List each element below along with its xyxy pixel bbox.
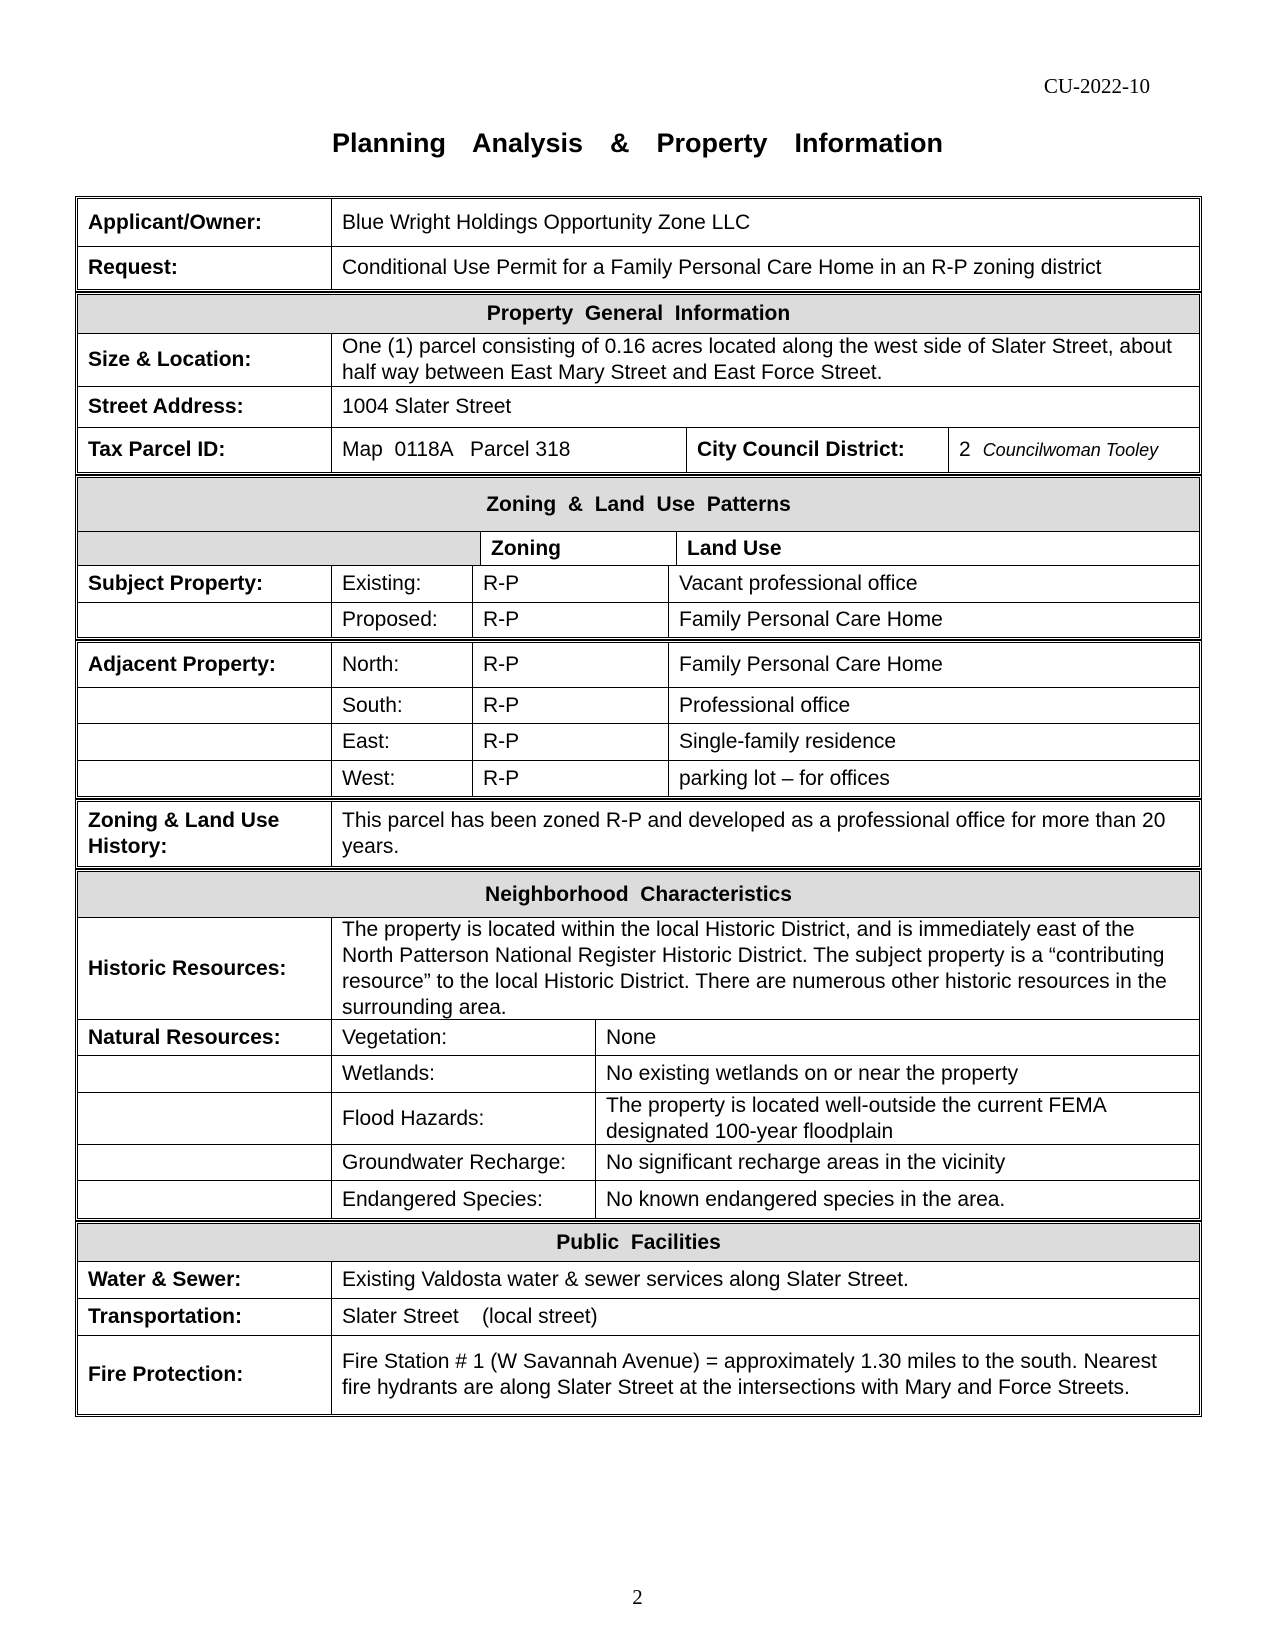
council-district-label: City Council District: xyxy=(686,428,948,472)
empty-label-cell xyxy=(78,724,331,760)
street-address-value: 1004 Slater Street xyxy=(331,387,1199,427)
size-location-label: Size & Location: xyxy=(88,348,252,371)
council-district-value xyxy=(948,428,1199,472)
adjacent-zoning: R-P xyxy=(472,761,668,796)
size-location-row xyxy=(78,333,1199,386)
table-row xyxy=(78,687,1199,723)
adjacent-zoning: R-P xyxy=(472,688,668,723)
applicant-label: Applicant/Owner: xyxy=(88,210,262,234)
table-row xyxy=(78,1180,1199,1218)
subject-land-use: Vacant professional office xyxy=(668,566,1199,602)
natural-resources-label: Natural Resources: xyxy=(88,1025,281,1049)
subject-land-use: Family Personal Care Home xyxy=(668,603,1199,637)
property-general-header-row xyxy=(78,295,1199,333)
table-row xyxy=(78,723,1199,760)
zoning-columns-row xyxy=(78,531,1199,565)
table-row xyxy=(78,760,1199,796)
natural-item: Groundwater Recharge: xyxy=(331,1145,595,1180)
adjacent-block xyxy=(75,640,1202,799)
street-address-label: Street Address: xyxy=(88,395,244,418)
table-row xyxy=(78,565,1199,602)
applicant-block xyxy=(75,196,1202,292)
water-sewer-row xyxy=(78,1261,1199,1298)
adjacent-land-use: Single-family residence xyxy=(668,724,1199,760)
transportation-label: Transportation: xyxy=(88,1305,243,1328)
transportation-row xyxy=(78,1298,1199,1335)
adjacent-zoning: R-P xyxy=(472,643,668,687)
natural-item: Flood Hazards: xyxy=(331,1093,595,1144)
fire-protection-row xyxy=(78,1335,1199,1414)
empty-label-cell xyxy=(78,1181,331,1218)
fire-protection-value: Fire Station # 1 (W Savannah Avenue) = approximately 1.30 miles to the south. Nearest fire hydrants are along Slater Street at the intersections with Mary and Force Streets. xyxy=(331,1336,1199,1414)
applicant-value: Blue Wright Holdings Opportunity Zone LLC xyxy=(331,199,1199,246)
council-district-number: 2 xyxy=(959,438,971,461)
empty-label-cell xyxy=(78,1093,331,1144)
natural-value: No existing wetlands on or near the property xyxy=(595,1056,1199,1092)
zoning-history-row xyxy=(78,802,1199,866)
tax-parcel-value: Map 0118A Parcel 318 xyxy=(331,428,686,472)
transportation-value: Slater Street (local street) xyxy=(331,1299,1199,1335)
case-id: CU-2022-10 xyxy=(1043,74,1150,98)
tax-parcel-label: Tax Parcel ID: xyxy=(88,438,226,461)
natural-value: The property is located well-outside the current FEMA designated 100-year floodplain xyxy=(595,1093,1199,1144)
natural-value: No known endangered species in the area. xyxy=(595,1181,1199,1218)
applicant-row xyxy=(78,199,1199,246)
page-number: 2 xyxy=(632,1585,643,1609)
empty-label-cell xyxy=(78,761,331,796)
zoning-history-value: This parcel has been zoned R-P and developed as a professional office for more than 20 years. xyxy=(331,802,1199,866)
table-row xyxy=(78,602,1199,637)
adjacent-land-use: Professional office xyxy=(668,688,1199,723)
street-address-row xyxy=(78,386,1199,427)
empty-label-cell xyxy=(78,1056,331,1092)
neighborhood-header: Neighborhood Characteristics xyxy=(78,872,1199,917)
request-label: Request: xyxy=(88,256,178,279)
fire-protection-label: Fire Protection: xyxy=(88,1363,244,1386)
subject-direction: Existing: xyxy=(331,566,472,602)
subject-direction: Proposed: xyxy=(331,603,472,637)
table-row xyxy=(78,1144,1199,1180)
natural-value: No significant recharge areas in the vicinity xyxy=(595,1145,1199,1180)
request-row xyxy=(78,246,1199,289)
neighborhood-block xyxy=(75,869,1202,1221)
water-sewer-value: Existing Valdosta water & sewer services along Slater Street. xyxy=(331,1262,1199,1298)
historic-resources-label: Historic Resources: xyxy=(88,956,287,980)
tax-parcel-row xyxy=(78,427,1199,472)
land-use-column-header: Land Use xyxy=(676,532,1199,565)
natural-item: Endangered Species: xyxy=(331,1181,595,1218)
adjacent-land-use: Family Personal Care Home xyxy=(668,643,1199,687)
table-row xyxy=(78,1019,1199,1055)
natural-item: Vegetation: xyxy=(331,1020,595,1055)
zoning-header: Zoning & Land Use Patterns xyxy=(78,478,1199,531)
request-value: Conditional Use Permit for a Family Personal Care Home in an R-P zoning district xyxy=(331,247,1199,289)
zoning-column-header: Zoning xyxy=(480,532,676,565)
historic-resources-value: The property is located within the local Historic District, and is immediately east of the North Patterson National Register Historic District. The subject property is a “contributing resource” to the local Historic District. There are numerous other historic resources in the surrounding area. xyxy=(331,918,1199,1019)
subject-zoning: R-P xyxy=(472,566,668,602)
adjacent-direction: South: xyxy=(331,688,472,723)
size-location-value: One (1) parcel consisting of 0.16 acres located along the west side of Slater Street, about half way between East Mary Street and East Force Street. xyxy=(331,334,1199,386)
table-row xyxy=(78,1055,1199,1092)
water-sewer-label: Water & Sewer: xyxy=(88,1268,242,1291)
property-general-block xyxy=(75,292,1202,475)
historic-resources-row xyxy=(78,917,1199,1019)
adjacent-zoning: R-P xyxy=(472,724,668,760)
adjacent-land-use: parking lot – for offices xyxy=(668,761,1199,796)
zoning-header-row xyxy=(78,478,1199,531)
council-member: Councilwoman Tooley xyxy=(982,440,1159,460)
adjacent-property-label: Adjacent Property: xyxy=(88,653,276,676)
public-facilities-header: Public Facilities xyxy=(78,1224,1199,1261)
table-row xyxy=(78,1092,1199,1144)
property-info-table xyxy=(75,196,1202,1417)
adjacent-direction: West: xyxy=(331,761,472,796)
subject-property-label: Subject Property: xyxy=(88,572,264,595)
neighborhood-header-row xyxy=(78,872,1199,917)
natural-item: Wetlands: xyxy=(331,1056,595,1092)
adjacent-direction: East: xyxy=(331,724,472,760)
zoning-columns-blank xyxy=(78,532,480,565)
subject-zoning: R-P xyxy=(472,603,668,637)
zoning-block xyxy=(75,475,1202,640)
adjacent-direction: North: xyxy=(331,643,472,687)
empty-label-cell xyxy=(78,603,331,637)
table-row xyxy=(78,643,1199,687)
empty-label-cell xyxy=(78,688,331,723)
zoning-history-label: Zoning & Land Use History: xyxy=(88,809,280,858)
zoning-history-block xyxy=(75,799,1202,869)
natural-value: None xyxy=(595,1020,1199,1055)
page-title: Planning Analysis & Property Information xyxy=(331,128,944,158)
empty-label-cell xyxy=(78,1145,331,1180)
public-facilities-header-row xyxy=(78,1224,1199,1261)
public-facilities-block xyxy=(75,1221,1202,1417)
property-general-header: Property General Information xyxy=(78,295,1199,333)
